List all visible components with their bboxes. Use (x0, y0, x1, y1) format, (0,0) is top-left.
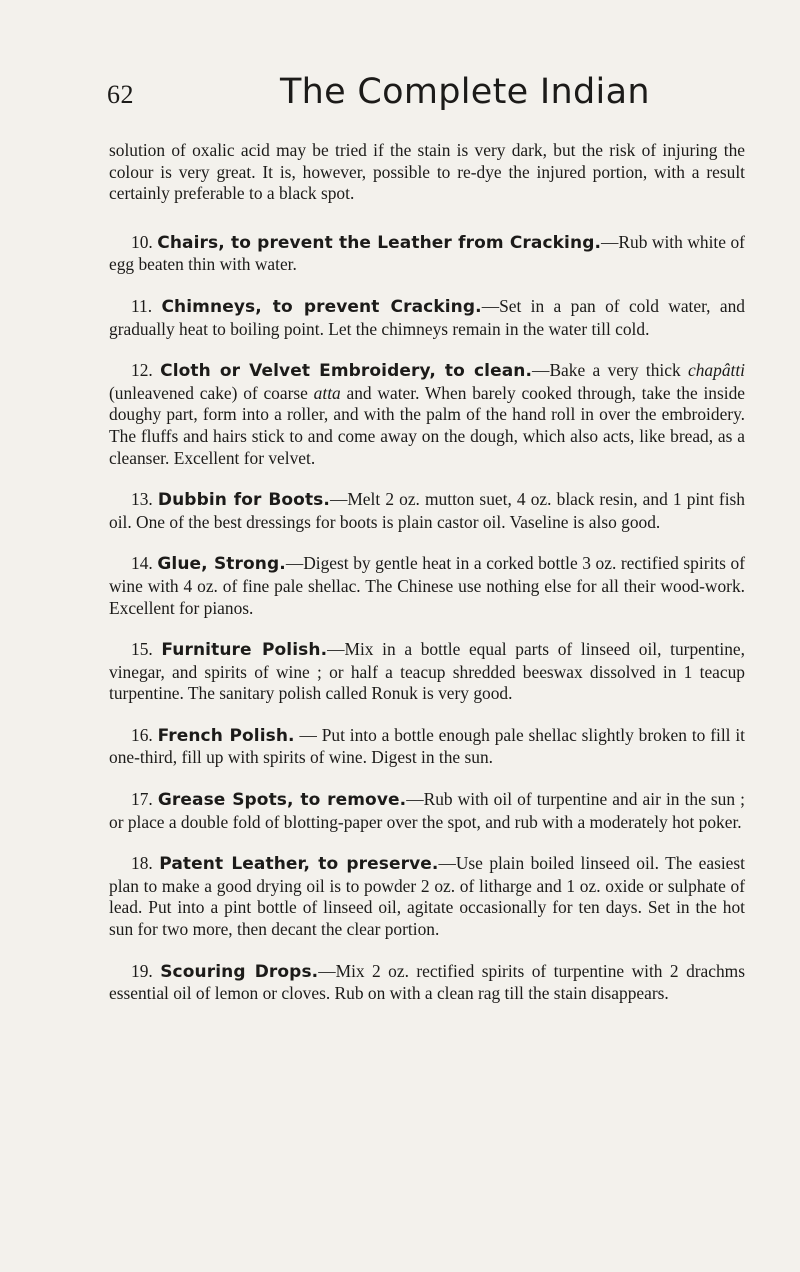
entry-number: 14. (131, 553, 153, 574)
entry-number: 17. (131, 789, 153, 810)
entry-17 (109, 789, 745, 833)
entry-text-part: and water. When barely cooked through, take the inside doughy part, form into a roller, and with the palm of the hand roll in over the embroidery. The fluffs and hairs stick to and come away on the dough, which also acts, like bread, as a cleanser. Excellent for velvet. (109, 382, 746, 468)
entry-heading: French Polish. (157, 725, 295, 746)
entry-heading: Scouring Drops. (160, 961, 319, 982)
entry-text: —Melt 2 oz. mutton suet, 4 oz. black resin, and 1 pint fish oil. One of the best dressings for boots is plain castor oil. Vaseline is also good. (109, 489, 746, 532)
entry-11 (109, 296, 745, 340)
entry-number: 10. (131, 231, 153, 252)
entry-14 (109, 553, 745, 619)
entry-heading: Grease Spots, to remove. (157, 790, 407, 811)
entry-15 (109, 639, 745, 705)
entry-heading: Patent Leather, to preserve. (159, 854, 439, 875)
entry-heading: Chimneys, to prevent Cracking. (161, 296, 482, 317)
entry-italic-term: chapâtti (688, 360, 746, 381)
entry-number: 18. (131, 853, 153, 874)
entry-number: 16. (131, 724, 153, 745)
entry-heading: Cloth or Velvet Embroidery, to clean. (160, 361, 533, 382)
entry-text: —Mix in a bottle equal parts of linseed oil, turpentine, vinegar, and spirits of wine ; or half a teacup shredded beeswax dissolved in 1 teacup turpentine. The sanitary polish called Ronuk is very good. (109, 639, 745, 704)
running-head (107, 72, 747, 120)
entry-13 (109, 489, 745, 533)
entry-heading: Chairs, to prevent the Leather from Cracking. (157, 232, 602, 253)
page-body (109, 140, 745, 1025)
entry-18 (109, 853, 745, 940)
entry-heading: Glue, Strong. (157, 554, 286, 575)
entry-text: —Rub with white of egg beaten thin with water. (109, 231, 745, 275)
entry-text: —Set in a pan of cold water, and gradually heat to boiling point. Let the chimneys remain in the water till cold. (109, 295, 745, 339)
entry-number: 19. (131, 960, 153, 981)
entry-text: —Mix 2 oz. rectified spirits of turpentine with 2 drachms essential oil of lemon or cloves. Rub on with a clean rag till the stain disappears. (109, 960, 745, 1004)
running-title: The Complete Indian (280, 72, 650, 112)
entry-16 (109, 725, 745, 769)
entry-text: —Use plain boiled linseed oil. The easiest plan to make a good drying oil is to powder 2 oz. of litharge and 1 oz. oxide or sulphate of lead. Put into a pint bottle of linseed oil, agitate occasionally for ten days. Set in the hot sun for two more, then decant the clear portion. (109, 853, 746, 940)
entry-19 (109, 961, 745, 1005)
entry-text: — Put into a bottle enough pale shellac slightly broken to fill it one-third, fill up with spirits of wine. Digest in the sun. (109, 724, 745, 768)
page-number: 62 (107, 80, 134, 109)
entry-number: 13. (131, 489, 153, 510)
entry-heading: Furniture Polish. (161, 640, 328, 661)
entry-number: 12. (131, 360, 153, 381)
entry-12 (109, 360, 745, 469)
entry-text: —Digest by gentle heat in a corked bottle 3 oz. rectified spirits of wine with 4 oz. of fine pale shellac. The Chinese use nothing else for all their wood-work. Excellent for pianos. (109, 553, 745, 618)
entry-number: 11. (131, 295, 153, 316)
entry-heading: Dubbin for Boots. (157, 490, 330, 511)
opening-paragraph: solution of oxalic acid may be tried if the stain is very dark, but the risk of injuring the colour is very great. It is, however, possible to re-dye the injured portion, with a result certainly preferable to a black spot. (109, 140, 745, 204)
entry-text-part: (unleavened cake) of coarse (109, 382, 314, 403)
entry-text: —Rub with oil of turpentine and air in the sun ; or place a double fold of blotting-paper over the spot, and rub with a moderately hot poker. (109, 789, 745, 832)
entry-text-part: —Bake a very thick (532, 360, 689, 381)
entry-italic-term: atta (313, 382, 341, 403)
entry-10 (109, 232, 745, 276)
entry-number: 15. (131, 639, 153, 660)
